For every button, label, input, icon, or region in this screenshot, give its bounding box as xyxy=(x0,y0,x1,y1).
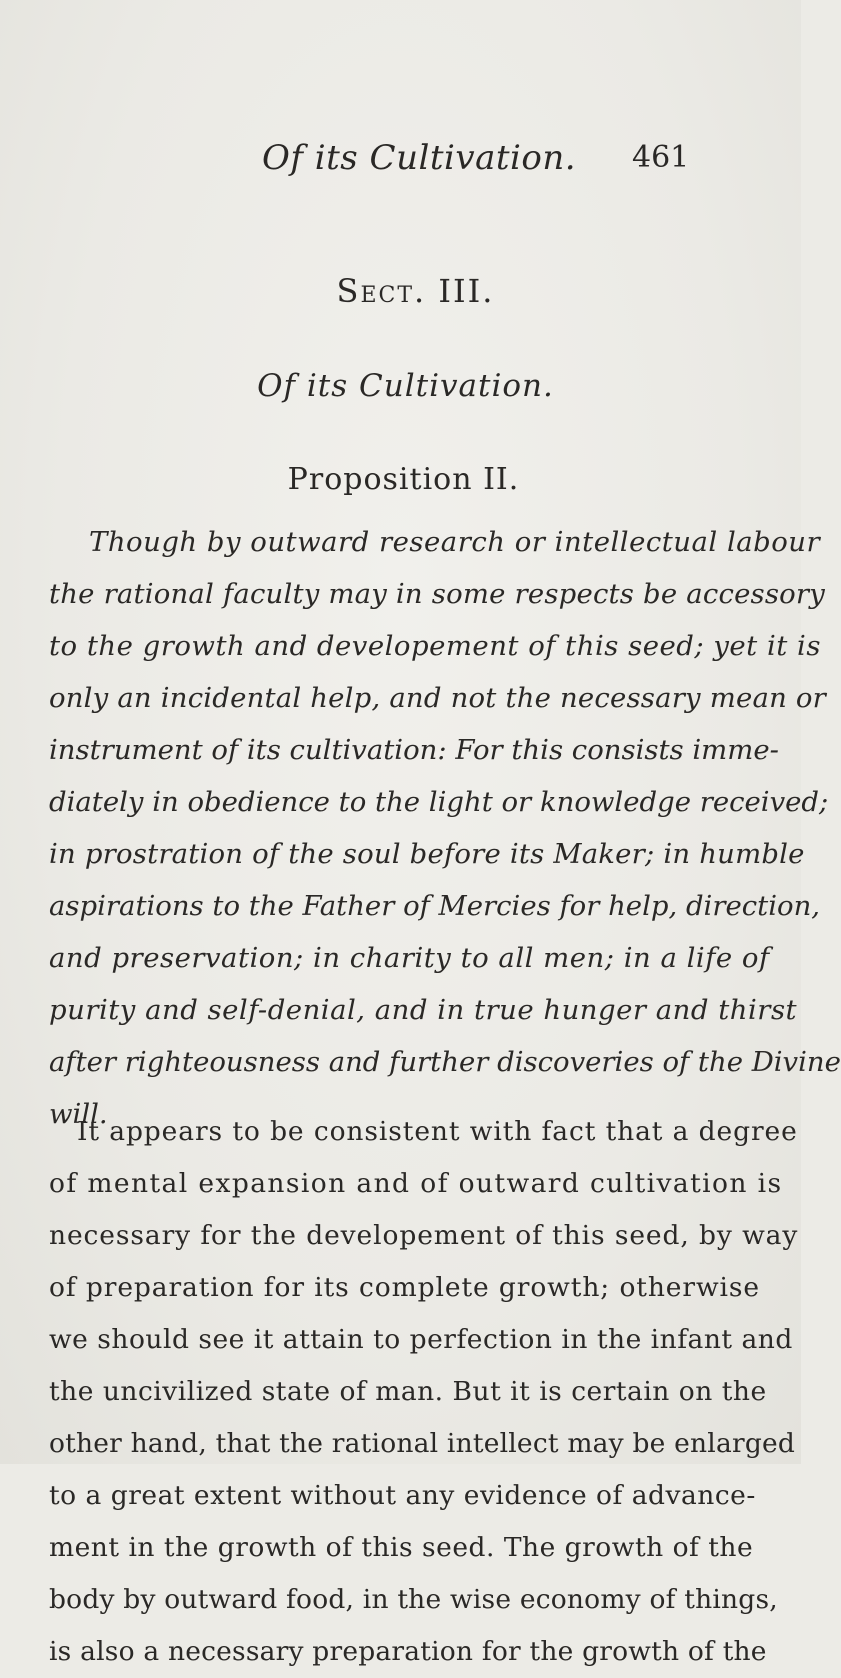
proposition-line: instrument of its cultivation: For this consists imme- xyxy=(49,734,779,766)
body-paragraph xyxy=(49,1106,799,1678)
proposition-line: the rational faculty may in some respects be accessory xyxy=(49,578,826,610)
body-line: is also a necessary preparation for the growth of the xyxy=(49,1636,767,1667)
proposition-line: aspirations to the Father of Mercies for help, direction, xyxy=(49,890,821,922)
proposition-line: will. xyxy=(49,1098,108,1130)
proposition-line: Though by outward research or intellectual labour xyxy=(89,526,821,558)
body-line: the uncivilized state of man. But it is certain on the xyxy=(49,1376,767,1407)
body-line: of preparation for its complete growth; otherwise xyxy=(49,1272,760,1303)
body-line: body by outward food, in the wise economy of things, xyxy=(49,1584,778,1615)
body-line: It appears to be consistent with fact that a degree xyxy=(77,1116,798,1147)
proposition-text xyxy=(49,516,841,1140)
proposition-line: only an incidental help, and not the necessary mean or xyxy=(49,682,827,714)
body-line: necessary for the developement of this seed, by way xyxy=(49,1220,799,1251)
proposition-line: purity and self-denial, and in true hunger and thirst xyxy=(49,994,798,1026)
running-head xyxy=(0,138,801,178)
section-title: Of its Cultivation. xyxy=(257,368,554,404)
body-line: ment in the growth of this seed. The growth of the xyxy=(49,1532,754,1563)
proposition-line: diately in obedience to the light or knowledge received; xyxy=(49,786,829,818)
proposition-line: in prostration of the soul before its Maker; in humble xyxy=(49,838,805,870)
proposition-line: after righteousness and further discoveries of the Divine xyxy=(49,1046,841,1078)
body-line: we should see it attain to perfection in the infant and xyxy=(49,1324,793,1355)
proposition-line: and preservation; in charity to all men; in a life of xyxy=(49,942,770,974)
body-line: other hand, that the rational intellect may be enlarged xyxy=(49,1428,796,1459)
proposition-line: to the growth and developement of this seed; yet it is xyxy=(49,630,821,662)
page-number: 461 xyxy=(632,140,690,175)
proposition-heading: Proposition II. xyxy=(287,462,520,497)
running-head-title: Of its Cultivation. xyxy=(262,138,577,178)
body-line: to a great extent without any evidence of advance- xyxy=(49,1480,756,1511)
section-heading: Sect. III. xyxy=(336,272,495,310)
body-line: of mental expansion and of outward cultivation is xyxy=(49,1168,783,1199)
